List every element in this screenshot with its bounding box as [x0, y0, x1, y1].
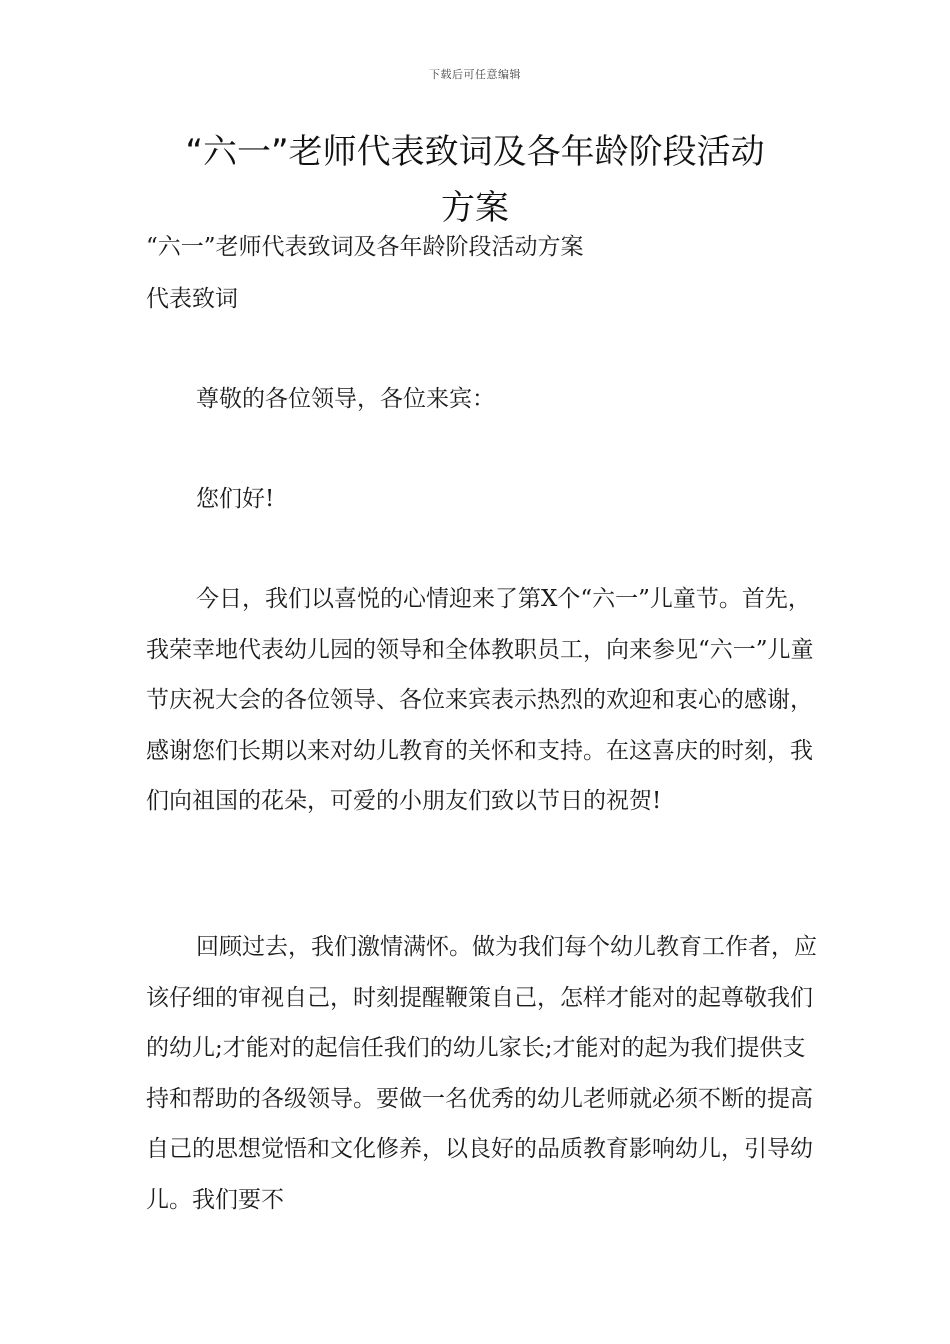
title-line-2: 方案: [441, 188, 509, 228]
header-note: 下载后可任意编辑: [429, 68, 521, 81]
document-title: [140, 124, 810, 236]
greeting-paragraph: 您们好!: [196, 486, 275, 512]
document-subtitle: “六一”老师代表致词及各年龄阶段活动方案: [146, 234, 584, 260]
section-label: 代表致词: [146, 286, 238, 312]
title-line-1: “六一”老师代表致词及各年龄阶段活动: [185, 132, 765, 172]
body-paragraph-1: 今日，我们以喜悦的心情迎来了第X个“六一”儿童节。首先，我荣幸地代表幼儿园的领导和全体教职员工，向来参见“六一”儿童节庆祝大会的各位领导、各位来宾表示热烈的欢迎和衷心的感谢，感谢您们长期以来对幼儿教育的关怀和支持。在这喜庆的时刻，我们向祖国的花朵，可爱的小朋友们致以节日的祝贺!: [146, 586, 814, 814]
body-paragraph-2: 回顾过去，我们激情满怀。做为我们每个幼儿教育工作者，应该仔细的审视自己，时刻提醒鞭策自己，怎样才能对的起尊敬我们的幼儿;才能对的起信任我们的幼儿家长;才能对的起为我们提供支持和帮助的各级领导。要做一名优秀的幼儿老师就必须不断的提高自己的思想觉悟和文化修养，以良好的品质教育影响幼儿，引导幼儿。我们要不: [146, 934, 817, 1213]
salutation-paragraph: 尊敬的各位领导，各位来宾：: [196, 386, 495, 412]
